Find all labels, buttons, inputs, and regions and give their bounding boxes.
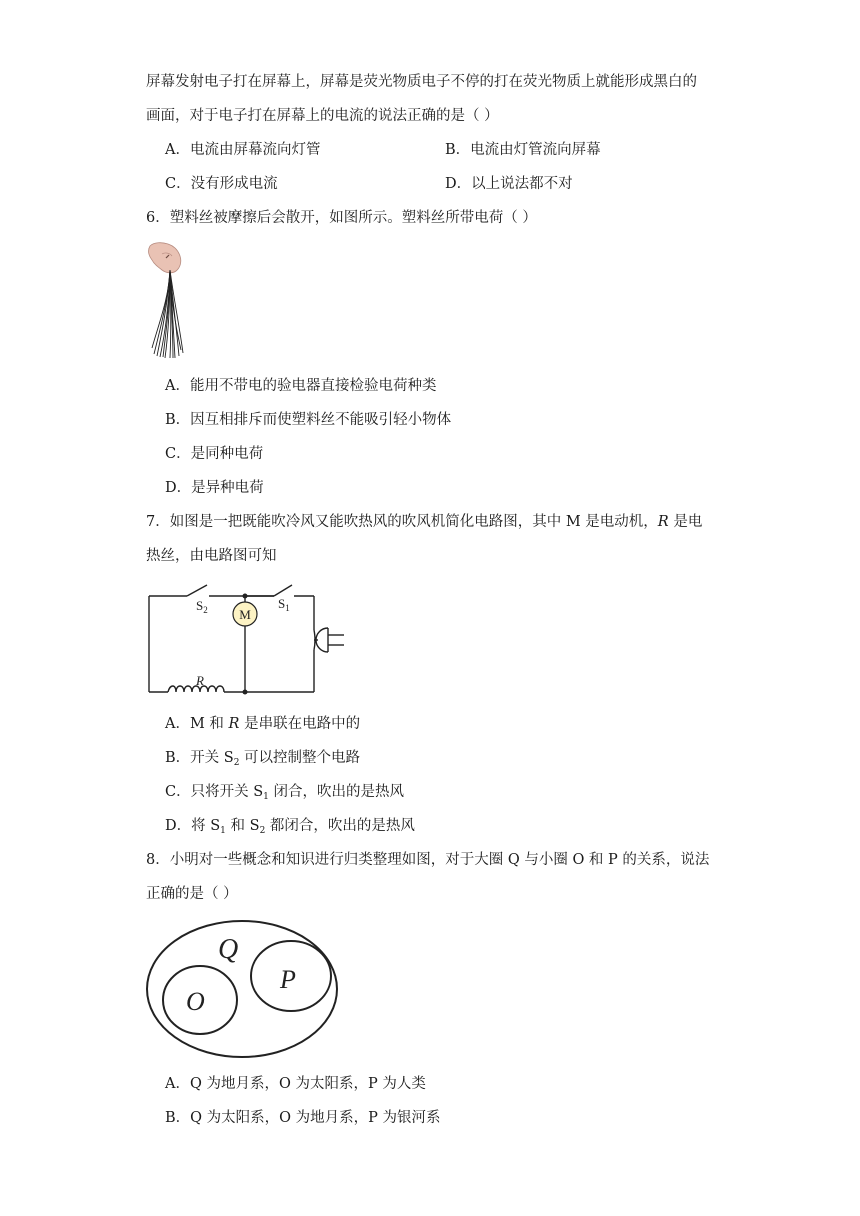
q7-option-d[interactable]: D．将 $S_1$ 和 $S_2$ 都闭合，吹出的是热风 xyxy=(165,818,415,836)
q8-option-a[interactable]: A．Q 为地月系，O 为太阳系，P 为人类 xyxy=(165,1076,426,1092)
plastic-strands xyxy=(152,270,183,358)
q6-option-c[interactable]: C．是同种电荷 xyxy=(165,446,264,462)
q5-option-b[interactable]: B．电流由灯管流向屏幕 xyxy=(445,142,601,158)
q8-stem-line2: 正确的是（ ） xyxy=(146,886,238,902)
q5-option-a[interactable]: A．电流由屏幕流向灯管 xyxy=(165,142,321,158)
q6-stem: 6．塑料丝被摩擦后会散开，如图所示。塑料丝所带电荷（ ） xyxy=(146,210,537,226)
q7-stem-line2: 热丝，由电路图可知 xyxy=(146,548,277,564)
q6-option-a[interactable]: A．能用不带电的验电器直接检验电荷种类 xyxy=(165,378,437,394)
q7-option-b[interactable]: B．开关 $S_2$ 可以控制整个电路 xyxy=(165,750,361,768)
s1-label: $S_1$ xyxy=(278,596,290,613)
hand-icon xyxy=(149,243,181,273)
q7-option-c[interactable]: C．只将开关 $S_1$ 闭合，吹出的是热风 xyxy=(165,784,404,802)
resistor-label: R xyxy=(196,673,204,688)
plastic-strands-figure xyxy=(140,240,190,362)
q5-stem-line2: 画面，对于电子打在屏幕上的电流的说法正确的是（ ） xyxy=(146,108,499,124)
label-q: Q xyxy=(218,934,239,965)
switch-s1 xyxy=(274,585,292,596)
q7-stem-line1: 7．如图是一把既能吹冷风又能吹热风的吹风机简化电路图，其中 M 是电动机，R 是电 xyxy=(146,514,703,530)
q5-option-d[interactable]: D．以上说法都不对 xyxy=(445,176,573,192)
label-p: P xyxy=(280,965,296,994)
concept-circles-diagram xyxy=(144,918,344,1060)
label-o: O xyxy=(186,987,205,1016)
q7-option-a[interactable]: A．M 和 R 是串联在电路中的 xyxy=(165,716,361,732)
q8-stem-line1: 8．小明对一些概念和知识进行归类整理如图，对于大圈 Q 与小圈 O 和 P 的关系，说法 xyxy=(146,852,710,868)
q5-option-c[interactable]: C．没有形成电流 xyxy=(165,176,278,192)
switch-s2 xyxy=(187,585,207,596)
q6-option-d[interactable]: D．是异种电荷 xyxy=(165,480,264,496)
q8-option-b[interactable]: B．Q 为太阳系，O 为地月系，P 为银河系 xyxy=(165,1110,441,1126)
q5-stem-line1: 屏幕发射电子打在屏幕上，屏幕是荧光物质电子不停的打在荧光物质上就能形成黑白的 xyxy=(146,74,697,90)
s2-label: $S_2$ xyxy=(196,598,208,615)
circle-q xyxy=(147,921,337,1057)
hair-dryer-circuit-diagram xyxy=(140,580,360,704)
motor-label: M xyxy=(239,607,251,622)
q6-option-b[interactable]: B．因互相排斥而使塑料丝不能吸引轻小物体 xyxy=(165,412,452,428)
